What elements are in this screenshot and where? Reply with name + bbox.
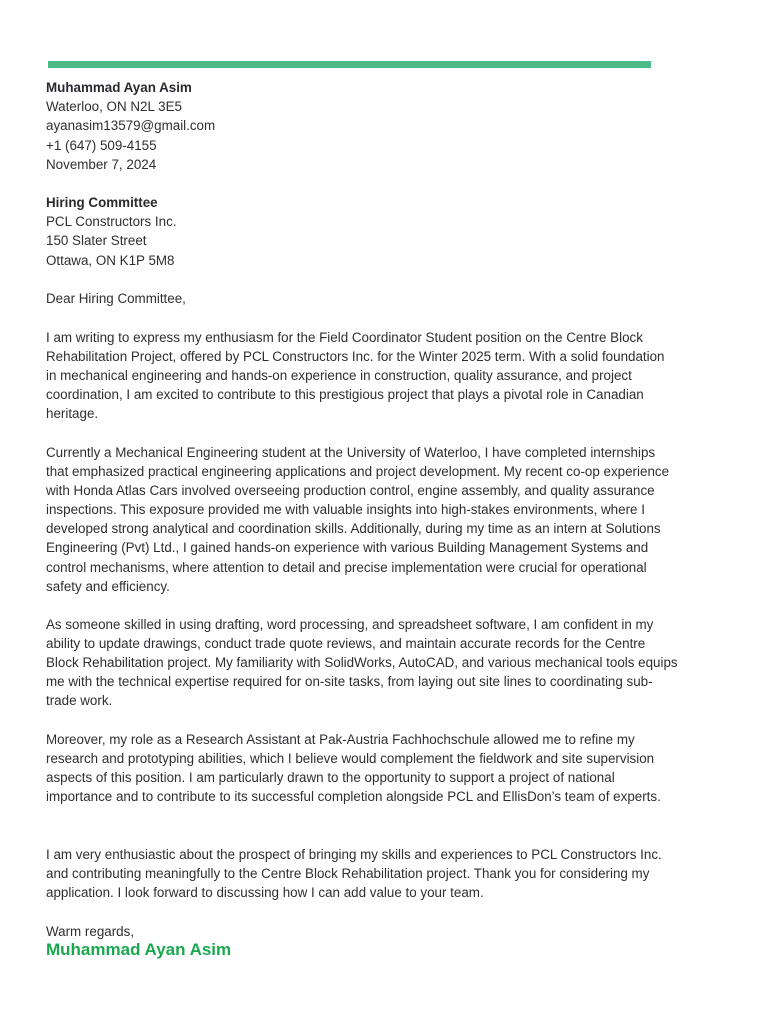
- closing: Warm regards,: [46, 924, 135, 939]
- sender-phone: +1 (647) 509-4155: [46, 137, 157, 153]
- header-accent-bar: [48, 61, 651, 68]
- body-paragraph-2: Currently a Mechanical Engineering student at the University of Waterloo, I have completed internships that emphasized practical engineering applications and project development. My recent co-op experience with Honda Atlas Cars involved overseeing production control, engine assembly, and quality assurance inspections. This exposure provided me with valuable insights into high-stakes environments, where I developed strong analytical and coordination skills. Additionally, during my time as an intern at Solutions Engineering (Pvt) Ltd., I gained hands-on experience with various Building Management Systems and control mechanisms, where attention to detail and precise implementation were crucial for operational safety and efficiency.: [46, 445, 670, 594]
- sender-block: [46, 78, 676, 174]
- salutation: Dear Hiring Committee,: [46, 291, 186, 306]
- recipient-street: 150 Slater Street: [46, 233, 147, 249]
- sender-email: ayanasim13579@gmail.com: [46, 118, 216, 134]
- body-paragraph-5: I am very enthusiastic about the prospect of bringing my skills and experiences to PCL Constructors Inc. and contributing meaningfully to the Centre Block Rehabilitation project. Thank you for considering my application. I look forward to discussing how I can add value to your team.: [46, 847, 662, 901]
- body-paragraph-1: I am writing to express my enthusiasm for the Field Coordinator Student position on the Centre Block Rehabilitation Project, offered by PCL Constructors Inc. for the Winter 2025 term. With a solid foundation in mechanical engineering and hands-on experience in construction, quality assurance, and project coordination, I am excited to contribute to this prestigious project that plays a pivotal role in Canadian heritage.: [46, 330, 665, 422]
- body-paragraph-4: Moreover, my role as a Research Assistant at Pak-Austria Fachhochschule allowed me to refine my research and prototyping abilities, which I believe would complement the fieldwork and site supervision aspects of this position. I am particularly drawn to the opportunity to support a project of national importance and to contribute to its successful completion alongside PCL and EllisDon’s team of experts.: [46, 732, 661, 805]
- sender-address: Waterloo, ON N2L 3E5: [46, 99, 182, 115]
- signature: Muhammad Ayan Asim: [46, 940, 232, 959]
- body-paragraph-3: As someone skilled in using drafting, word processing, and spreadsheet software, I am confident in my ability to update drawings, conduct trade quote reviews, and maintain accurate records for the Centre Block Rehabilitation project. My familiarity with SolidWorks, AutoCAD, and various mechanical tools equips me with the technical expertise required for on-site tasks, from laying out site lines to coordinating sub-trade work.: [46, 617, 678, 709]
- recipient-city: Ottawa, ON K1P 5M8: [46, 252, 175, 268]
- recipient-name: Hiring Committee: [46, 195, 158, 210]
- recipient-company: PCL Constructors Inc.: [46, 214, 177, 230]
- salutation-block: [46, 289, 676, 308]
- letter-date: November 7, 2024: [46, 156, 157, 172]
- sender-name: Muhammad Ayan Asim: [46, 80, 192, 95]
- closing-block: [46, 922, 676, 941]
- recipient-block: [46, 193, 676, 270]
